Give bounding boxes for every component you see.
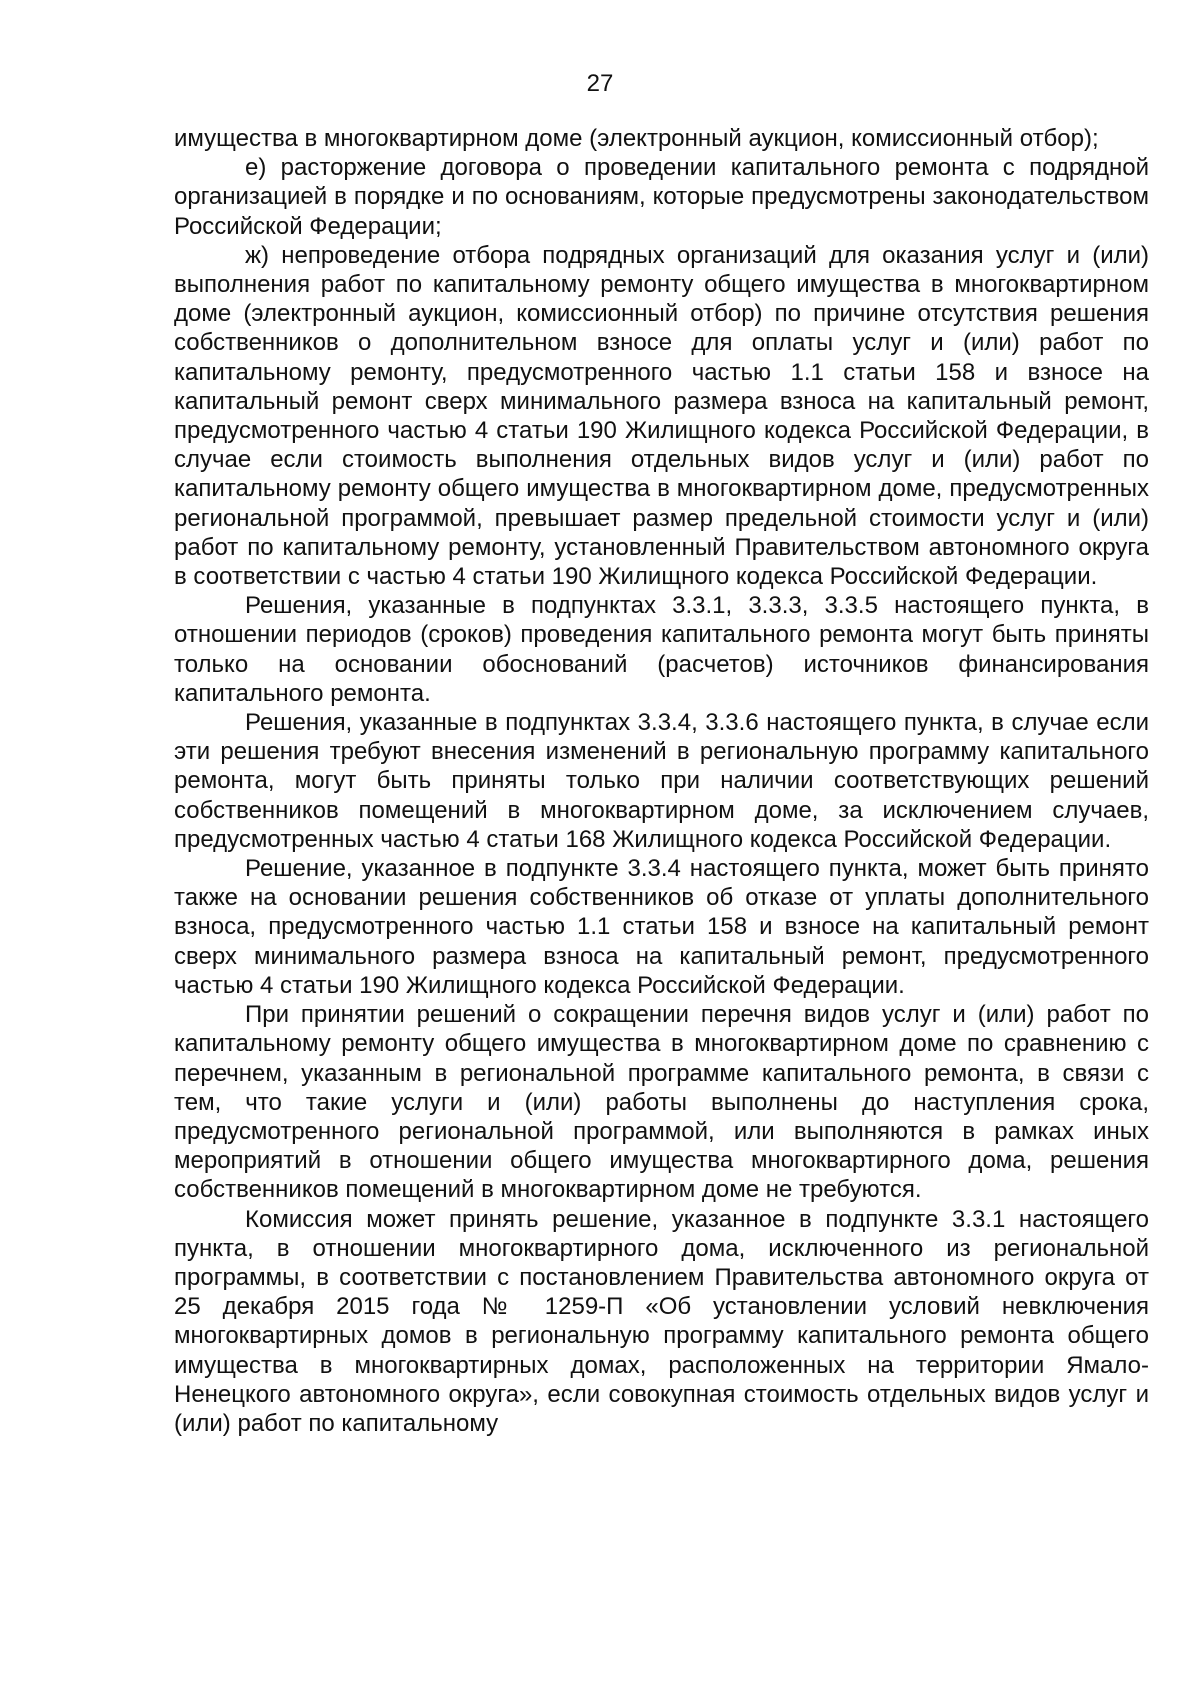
- paragraph-reduction-of-works: При принятии решений о сокращении перечня видов услуг и (или) работ по капитальному ремонту общего имущества в многоквартирном доме по сравнению с перечнем, указанным в региональной программе капитального ремонта, в связи с тем, что такие услуги и (или) работы выполнены до наступления срока, предусмотренного региональной программой, или выполняются в рамках иных мероприятий в отношении общего имущества многоквартирного дома, решения собственников помещений в многоквартирном доме не требуются.: [174, 1001, 1149, 1204]
- document-body: [174, 124, 1149, 1438]
- page-number: 27: [586, 70, 614, 97]
- paragraph-continuation: имущества в многоквартирном доме (электронный аукцион, комиссионный отбор);: [174, 125, 1099, 152]
- paragraph-decisions-program-changes: Решения, указанные в подпунктах 3.3.4, 3.3.6 настоящего пункта, в случае если эти решения требуют внесения изменений в региональную программу капитального ремонта, могут быть приняты только при наличии соответствующих решений собственников помещений в многоквартирном доме, за исключением случаев, предусмотренных частью 4 статьи 168 Жилищного кодекса Российской Федерации.: [174, 709, 1149, 853]
- paragraph-decisions-periods: Решения, указанные в подпунктах 3.3.1, 3.3.3, 3.3.5 настоящего пункта, в отношении периодов (сроков) проведения капитального ремонта могут быть приняты только на основании обоснований (расчетов) источников финансирования капитального ремонта.: [174, 592, 1149, 707]
- paragraph-item-zh: ж) непроведение отбора подрядных организаций для оказания услуг и (или) выполнения работ по капитальному ремонту общего имущества в многоквартирном доме (электронный аукцион, комиссионный отбор) по причине отсутствия решения собственников о дополнительном взносе для оплаты услуг и (или) работ по капитальному ремонту, предусмотренного частью 1.1 статьи 158 и взносе на капитальный ремонт сверх минимального размера взноса на капитальный ремонт, предусмотренного частью 4 статьи 190 Жилищного кодекса Российской Федерации, в случае если стоимость выполнения отдельных видов услуг и (или) работ по капитальному ремонту общего имущества в многоквартирном доме, предусмотренных региональной программой, превышает размер предельной стоимости услуг и (или) работ по капитальному ремонту, установленный Правительством автономного округа в соответствии с частью 4 статьи 190 Жилищного кодекса Российской Федерации.: [174, 241, 1149, 591]
- paragraph-item-e: е) расторжение договора о проведении капитального ремонта с подрядной организацией в порядке и по основаниям, которые предусмотрены законодательством Российской Федерации;: [174, 154, 1149, 240]
- paragraph-decision-refusal: Решение, указанное в подпункте 3.3.4 настоящего пункта, может быть принято также на основании решения собственников об отказе от уплаты дополнительного взноса, предусмотренного частью 1.1 статьи 158 и взносе на капитальный ремонт сверх минимального размера взноса на капитальный ремонт, предусмотренного частью 4 статьи 190 Жилищного кодекса Российской Федерации.: [174, 855, 1149, 999]
- paragraph-commission-decision: Комиссия может принять решение, указанное в подпункте 3.3.1 настоящего пункта, в отношении многоквартирного дома, исключенного из региональной программы, в соответствии с постановлением Правительства автономного округа от 25 декабря 2015 года № 1259-П «Об установлении условий невключения многоквартирных домов в региональную программу капитального ремонта общего имущества в многоквартирных домах, расположенных на территории Ямало-Ненецкого автономного округа», если совокупная стоимость отдельных видов услуг и (или) работ по капитальному: [174, 1205, 1149, 1437]
